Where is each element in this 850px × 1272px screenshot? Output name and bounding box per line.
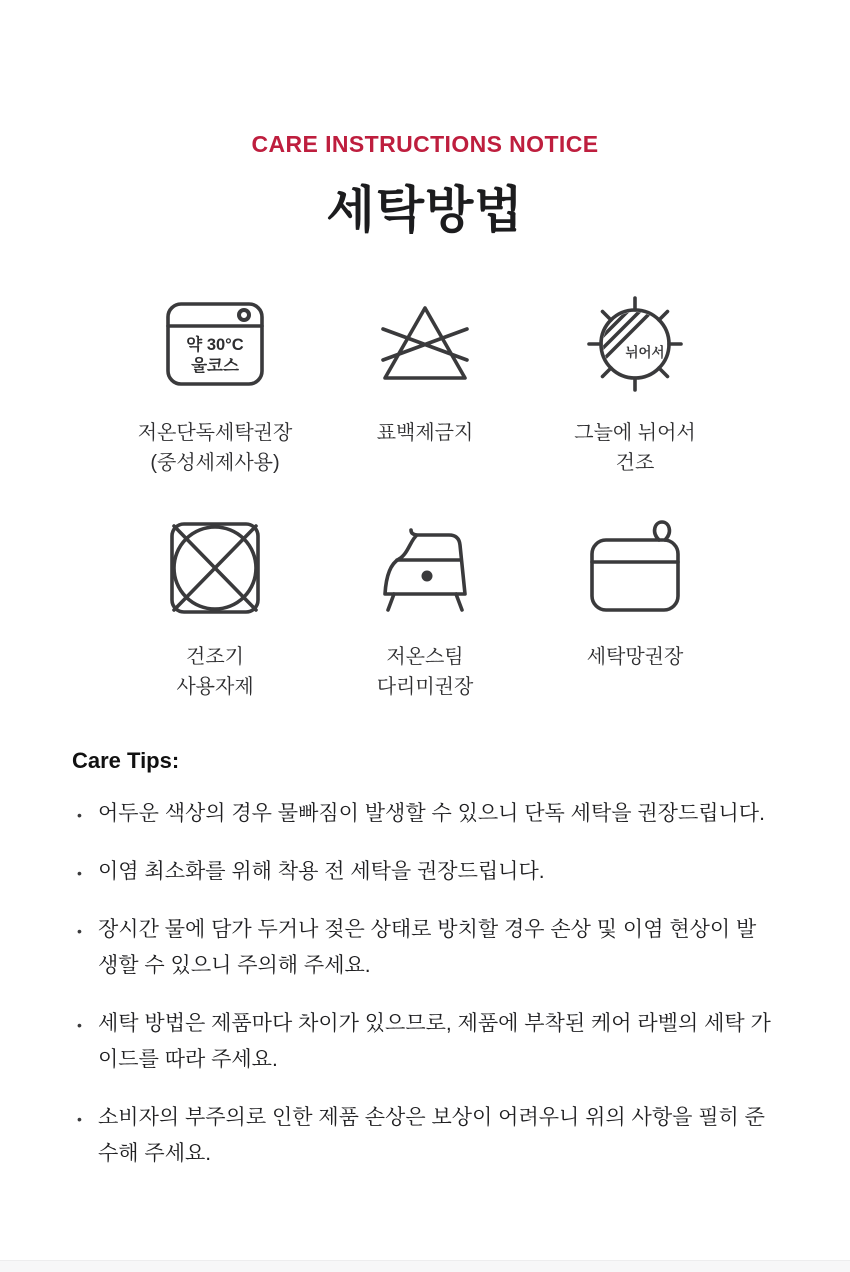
wool-course-text: 울코스 [191, 357, 239, 375]
flat-dry-text: 뉘어서 [625, 345, 665, 360]
care-item-label: 그늘에 뉘어서 건조 [574, 422, 696, 474]
wash-temp-text: 약 30°C [186, 336, 244, 354]
no-tumble-dry-icon [168, 520, 262, 616]
care-item-no-tumble-dry [110, 520, 320, 702]
care-icon-grid [110, 296, 740, 702]
eyebrow-heading: CARE INSTRUCTIONS NOTICE [251, 131, 599, 157]
shade-flat-dry-icon [585, 296, 685, 392]
care-item-label: 세탁망권장 [586, 646, 684, 668]
care-item-shade-dry [530, 296, 740, 478]
care-tip-item: • 이염 최소화를 위해 착용 전 세탁을 권장드립니다. [72, 854, 772, 890]
next-section-divider [0, 1260, 850, 1272]
care-item-wash [110, 296, 320, 478]
care-tip-item: • 세탁 방법은 제품마다 차이가 있으므로, 제품에 부착된 케어 라벨의 세탁 가이드를 따라 주세요. [72, 1006, 772, 1078]
care-item-laundry-net [530, 520, 740, 702]
care-item-no-bleach [320, 296, 530, 478]
care-item-label: 건조기 사용자제 [176, 646, 254, 698]
care-item-label: 저온스팀 다리미권장 [376, 646, 474, 698]
care-tips-heading: Care Tips: [72, 748, 180, 773]
low-steam-iron-icon [375, 520, 475, 616]
page-title: 세탁방법 [326, 182, 524, 238]
care-tips-section [72, 748, 790, 1172]
care-tip-item: • 장시간 물에 담가 두거나 젖은 상태로 방치할 경우 손상 및 이염 현상이 발생할 수 있으니 주의해 주세요. [72, 912, 772, 984]
care-item-iron [320, 520, 530, 702]
washing-machine-30-icon [165, 296, 265, 392]
no-bleach-icon [377, 296, 473, 392]
laundry-net-icon [587, 520, 683, 616]
care-tip-item: • 소비자의 부주의로 인한 제품 손상은 보상이 어려우니 위의 사항을 필히 준수해 주세요. [72, 1100, 772, 1172]
care-item-label: 저온단독세탁권장 (중성세제사용) [137, 422, 293, 474]
care-tip-item: • 어두운 색상의 경우 물빠짐이 발생할 수 있으니 단독 세탁을 권장드립니다. [72, 796, 772, 832]
care-item-label: 표백제금지 [376, 422, 474, 444]
care-tips-list [72, 796, 790, 1172]
